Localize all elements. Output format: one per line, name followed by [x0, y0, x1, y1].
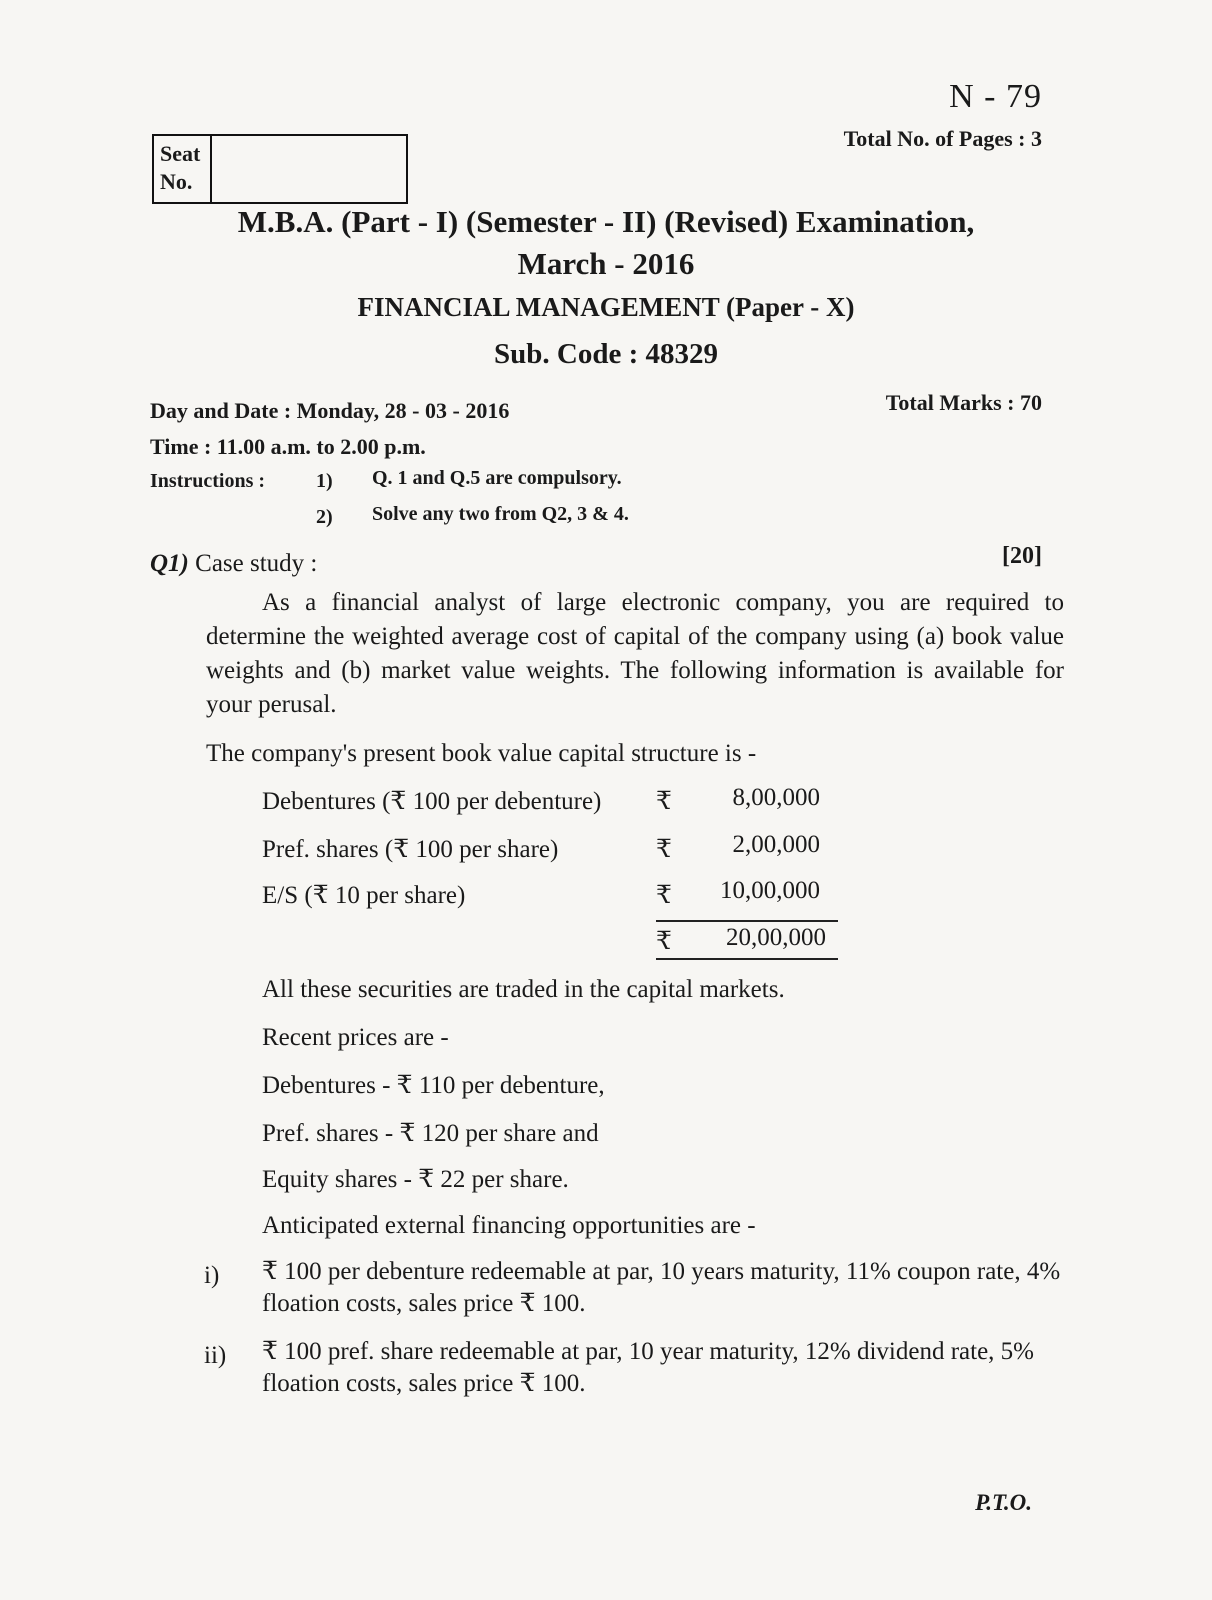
- instruction-number: 2): [316, 506, 333, 528]
- instruction-number: 1): [316, 470, 333, 492]
- exam-title-line1: M.B.A. (Part - I) (Semester - II) (Revised) Examination,: [237, 204, 975, 239]
- exam-title-line2: March - 2016: [517, 246, 695, 281]
- exam-time: Time : 11.00 a.m. to 2.00 p.m.: [150, 434, 426, 459]
- recent-price-item: Pref. shares - ₹ 120 per share and: [262, 1120, 599, 1147]
- currency-symbol: ₹: [656, 928, 672, 955]
- security-amount: 8,00,000: [732, 784, 820, 811]
- security-label: Pref. shares (₹ 100 per share): [262, 836, 559, 863]
- case-study-intro: As a financial analyst of large electronic company, you are required to determine the weighted average cost of capital of the company using (a) book value weights and (b) market value weights. The following information is available for your perusal.: [206, 589, 1064, 718]
- day-and-date: Day and Date : Monday, 28 - 03 - 2016: [150, 398, 510, 423]
- instruction-text: Q. 1 and Q.5 are compulsory.: [372, 467, 622, 489]
- currency-symbol: ₹: [656, 882, 672, 909]
- seat-number-field: [212, 136, 406, 202]
- security-label: E/S (₹ 10 per share): [262, 882, 466, 909]
- recent-price-item: Debentures - ₹ 110 per debenture,: [262, 1072, 605, 1099]
- question-1-label: Q1): [150, 550, 189, 577]
- recent-prices-label: Recent prices are -: [262, 1024, 449, 1051]
- question-1-heading: [150, 550, 317, 578]
- total-marks: Total Marks : 70: [885, 390, 1042, 415]
- security-amount: 10,00,000: [720, 877, 820, 904]
- seat-number-box: [152, 134, 408, 204]
- traded-note: All these securities are traded in the capital markets.: [262, 976, 785, 1003]
- instructions-label: Instructions :: [150, 470, 266, 492]
- currency-symbol: ₹: [656, 788, 672, 815]
- financing-item-text: ₹ 100 pref. share redeemable at par, 10 year maturity, 12% dividend rate, 5% floation costs, sales price ₹ 100.: [262, 1338, 1035, 1397]
- financing-label: Anticipated external financing opportunities are -: [262, 1212, 756, 1239]
- instruction-text: Solve any two from Q2, 3 & 4.: [372, 503, 629, 525]
- total-bottom-rule: [656, 958, 838, 960]
- please-turn-over: P.T.O.: [975, 1490, 1032, 1515]
- subject-code: Sub. Code : 48329: [494, 338, 718, 370]
- question-1-title: Case study :: [195, 550, 318, 577]
- financing-item-text: ₹ 100 per debenture redeemable at par, 10 years maturity, 11% coupon rate, 4% floation costs, sales price ₹ 100.: [262, 1258, 1061, 1317]
- subject-title: FINANCIAL MANAGEMENT (Paper - X): [357, 292, 855, 322]
- seat-number-label: Seat No.: [154, 136, 212, 202]
- question-1-marks: [20]: [1002, 543, 1042, 569]
- security-label: Debentures (₹ 100 per debenture): [262, 788, 602, 815]
- financing-item-number: ii): [204, 1342, 227, 1369]
- financing-item-number: i): [204, 1262, 220, 1289]
- security-amount: 2,00,000: [732, 831, 820, 858]
- total-top-rule: [656, 920, 838, 922]
- currency-symbol: ₹: [656, 836, 672, 863]
- paper-code: N - 79: [949, 78, 1042, 115]
- recent-price-item: Equity shares - ₹ 22 per share.: [262, 1166, 569, 1193]
- capital-structure-intro: The company's present book value capital structure is -: [206, 740, 757, 767]
- total-pages: Total No. of Pages : 3: [843, 126, 1042, 151]
- total-amount: 20,00,000: [726, 924, 826, 951]
